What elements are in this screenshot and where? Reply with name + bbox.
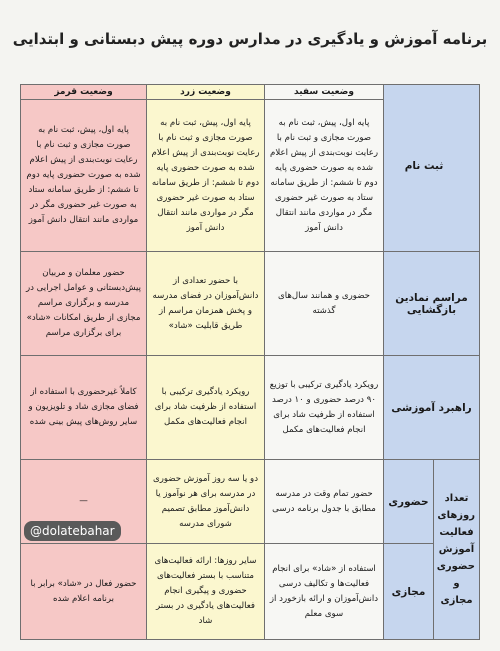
row-label-days: تعداد روزهای فعالیت آموزش حضوری و مجازی xyxy=(434,460,480,640)
strategy-yellow: رویکرد یادگیری ترکیبی با استفاده از ظرفیت شاد برای انجام فعالیت‌های مکمل xyxy=(147,356,265,460)
header-red-status: وضعیت قرمز xyxy=(21,85,147,100)
row-label-virtual: مجازی xyxy=(384,544,434,640)
row-label-strategy: راهبرد آموزشی xyxy=(384,356,480,460)
ceremony-red: حضور معلمان و مربیان پیش‌دبستانی و عوامل اجرایی در مدرسه و برگزاری مراسم مجازی از طریق امکانات «شاد» برای برگزاری مراسم xyxy=(21,252,147,356)
inperson-red: — xyxy=(21,460,147,544)
virtual-red: حضور فعال در «شاد» برابر با برنامه اعلام شده xyxy=(21,544,147,640)
header-yellow-status: وضعیت زرد xyxy=(147,85,265,100)
watermark-badge: @dolatebahar xyxy=(24,521,121,541)
strategy-red: کاملاً غیرحضوری با استفاده از فضای مجازی شاد و تلویزیون و سایر روش‌های پیش بینی شده xyxy=(21,356,147,460)
inperson-yellow: دو یا سه روز آموزش حضوری در مدرسه برای هر نوآموز یا دانش‌آموز مطابق تصمیم شورای مدرسه xyxy=(147,460,265,544)
ceremony-yellow: با حضور تعدادی از دانش‌آموزان در فضای مدرسه و پخش همزمان مراسم از طریق قابلیت «شاد» xyxy=(147,252,265,356)
row-label-inperson: حضوری xyxy=(384,460,434,544)
header-white-status: وضعیت سفید xyxy=(265,85,384,100)
virtual-yellow: سایر روزها: ارائه فعالیت‌های متناسب با بستر فعالیت‌های حضوری و پیگیری انجام فعالیت‌های یادگیری در بستر شاد xyxy=(147,544,265,640)
virtual-white: استفاده از «شاد» برای انجام فعالیت‌ها و تکالیف درسی دانش‌آموزان و ارائه بازخورد از سوی معلم xyxy=(265,544,384,640)
registration-white: پایه اول، پیش، ثبت نام به صورت مجازی و ثبت نام با رعایت نوبت‌بندی از پیش اعلام شده به صورت حضوری پایه دوم تا ششم: از طریق سامانه ستاد به صورت غیر حضوری مگر در مواردی مانند انتقال دانش آموز xyxy=(265,100,384,252)
registration-red: پایه اول، پیش، ثبت نام به صورت مجازی و ثبت نام با رعایت نوبت‌بندی از پیش اعلام شده به صورت حضوری پایه دوم تا ششم: از طریق سامانه ستاد به صورت غیر حضوری مگر در مواردی مانند انتقال دانش آموز xyxy=(21,100,147,252)
registration-yellow: پایه اول، پیش، ثبت نام به صورت مجازی و ثبت نام با رعایت نوبت‌بندی از پیش اعلام شده به صورت حضوری پایه دوم تا ششم: از طریق سامانه ستاد به صورت غیر حضوری مگر در مواردی مانند انتقال دانش آموز xyxy=(147,100,265,252)
page-title: برنامه آموزش و یادگیری در مدارس دوره پیش دبستانی و ابتدایی xyxy=(12,30,488,48)
strategy-white: رویکرد یادگیری ترکیبی با توزیع ۹۰ درصد حضوری و ۱۰ درصد استفاده از ظرفیت شاد برای انجام فعالیت‌های مکمل xyxy=(265,356,384,460)
ceremony-white: حضوری و همانند سال‌های گذشته xyxy=(265,252,384,356)
inperson-white: حضور تمام وقت در مدرسه مطابق با جدول برنامه درسی xyxy=(265,460,384,544)
row-label-registration: ثبت نام xyxy=(404,160,444,172)
row-label-ceremony: مراسم نمادین بازگشایی xyxy=(384,252,480,356)
